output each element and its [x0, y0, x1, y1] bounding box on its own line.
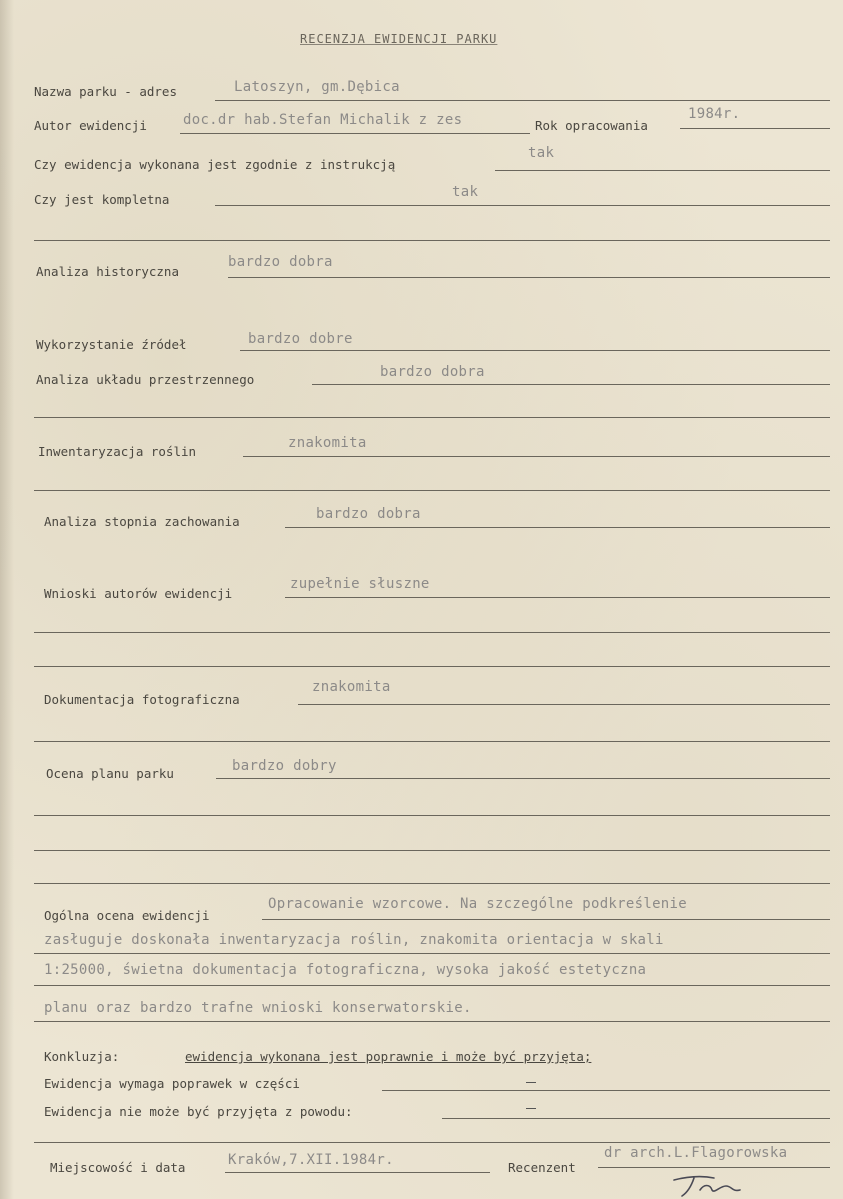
blank-line-3 [34, 490, 830, 491]
plants-line [243, 456, 830, 457]
conclusions-value: zupełnie słuszne [290, 576, 430, 592]
complete-value: tak [452, 184, 479, 200]
plants-label: Inwentaryzacja roślin [38, 444, 197, 459]
year-value: 1984r. [688, 106, 741, 122]
overall-line1: Opracowanie wzorcowe. Na szczególne podkreślenie [268, 896, 687, 912]
spatial-label: Analiza układu przestrzennego [36, 372, 255, 387]
history-value: bardzo dobra [228, 254, 333, 270]
author-value: doc.dr hab.Stefan Michalik z zes [183, 112, 463, 128]
reviewer-line [598, 1167, 830, 1168]
park-name-value: Latoszyn, gm.Dębica [234, 79, 400, 95]
blank-line-1 [34, 240, 830, 241]
instruction-value: tak [528, 145, 555, 161]
overall-line2: zasługuje doskonała inwentaryzacja roślin, znakomita orientacja w skali [44, 932, 664, 948]
handwritten-signature [670, 1172, 760, 1198]
instruction-label: Czy ewidencja wykonana jest zgodnie z instrukcją [34, 157, 396, 172]
blank-line-8 [34, 850, 830, 851]
author-label: Autor ewidencji [34, 118, 147, 133]
author-line [180, 133, 530, 134]
corrections-dash [526, 1082, 536, 1083]
reviewer-label: Recenzent [508, 1160, 576, 1175]
photo-line [298, 704, 830, 705]
plan-line [216, 778, 830, 779]
conclusion-text: ewidencja wykonana jest poprawnie i może być przyjęta; [185, 1049, 592, 1064]
overall-underline-4 [34, 1021, 830, 1022]
overall-label: Ogólna ocena ewidencji [44, 908, 210, 923]
instruction-line [495, 170, 830, 171]
rejected-line [442, 1118, 830, 1119]
blank-line-4 [34, 632, 830, 633]
spatial-line [312, 384, 830, 385]
preservation-label: Analiza stopnia zachowania [44, 514, 240, 529]
blank-line-9 [34, 883, 830, 884]
conclusion-label: Konkluzja: [44, 1049, 120, 1064]
year-label: Rok opracowania [535, 118, 648, 133]
preservation-value: bardzo dobra [316, 506, 421, 522]
blank-line-2 [34, 417, 830, 418]
overall-line4: planu oraz bardzo trafne wnioski konserwatorskie. [44, 1000, 472, 1016]
overall-underline-2 [34, 953, 830, 954]
overall-underline-3 [34, 985, 830, 986]
conclusions-label: Wnioski autorów ewidencji [44, 586, 233, 601]
blank-line-6 [34, 741, 830, 742]
place-date-line [225, 1172, 490, 1173]
sources-label: Wykorzystanie źródeł [36, 337, 187, 352]
plants-value: znakomita [288, 435, 367, 451]
corrections-line [382, 1090, 830, 1091]
spatial-value: bardzo dobra [380, 364, 485, 380]
complete-line [215, 205, 830, 206]
overall-line3: 1:25000, świetna dokumentacja fotograficzna, wysoka jakość estetyczna [44, 962, 647, 978]
history-line [228, 277, 830, 278]
document-title: RECENZJA EWIDENCJI PARKU [300, 32, 498, 46]
place-date-label: Miejscowość i data [50, 1160, 186, 1175]
rejected-dash [526, 1108, 536, 1109]
place-date-value: Kraków,7.XII.1984r. [228, 1152, 394, 1168]
paper-edge [0, 0, 14, 1199]
plan-value: bardzo dobry [232, 758, 337, 774]
sources-value: bardzo dobre [248, 331, 353, 347]
sources-line [240, 350, 830, 351]
plan-label: Ocena planu parku [46, 766, 174, 781]
photo-value: znakomita [312, 679, 391, 695]
park-name-line [215, 100, 830, 101]
history-label: Analiza historyczna [36, 264, 179, 279]
reviewer-value: dr arch.L.Flagorowska [604, 1145, 788, 1161]
rejected-label: Ewidencja nie może być przyjęta z powodu: [44, 1104, 353, 1119]
complete-label: Czy jest kompletna [34, 192, 170, 207]
overall-underline-1 [262, 919, 830, 920]
blank-line-10 [34, 1142, 830, 1143]
year-line [680, 128, 830, 129]
park-name-label: Nazwa parku - adres [34, 84, 177, 99]
blank-line-5 [34, 666, 830, 667]
corrections-label: Ewidencja wymaga poprawek w części [44, 1076, 300, 1091]
conclusions-line [285, 597, 830, 598]
blank-line-7 [34, 815, 830, 816]
preservation-line [285, 527, 830, 528]
photo-label: Dokumentacja fotograficzna [44, 692, 240, 707]
